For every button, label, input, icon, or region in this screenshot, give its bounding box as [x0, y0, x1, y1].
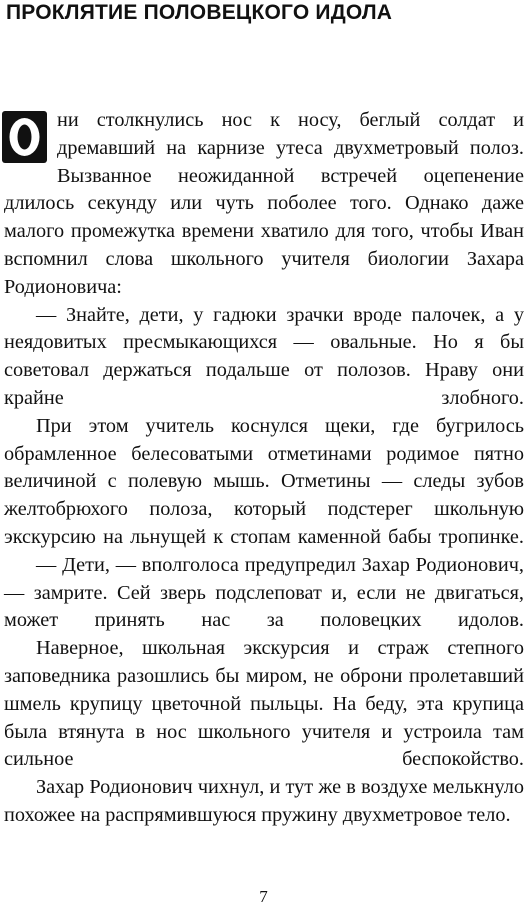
paragraph-text: ни столкнулись нос к носу, беглый солдат и дремавший на карнизе утеса двухметровый полоз. Вызванное неожиданной встречей оцепенение длилось секунду или чуть поболее того. Однако даже малого промежутка времени хватило для того, чтобы Иван вспомнил слова школьного учителя биологии Захара Родионовича:	[4, 109, 524, 298]
body-text	[4, 107, 524, 830]
paragraph-1	[4, 107, 524, 302]
paragraph-2: — Знайте, дети, у гадюки зрачки вроде палочек, а у неядовитых пресмыкающихся — овальные. Но я бы советовал держаться подальше от полозов. Нраву они крайне злобного.	[4, 303, 524, 409]
drop-cap	[2, 111, 47, 163]
paragraph-5: Наверное, школьная экскурсия и страж степного заповедника разошлись бы миром, не оброни пролетавший шмель крупицу цветочной пыльцы. На беду, эта крупица была втянута в нос школьного учителя и устроила там сильное беспокойство.	[4, 637, 524, 771]
chapter-title: ПРОКЛЯТИЕ ПОЛОВЕЦКОГО ИДОЛА	[6, 1, 393, 24]
drop-cap-letter-o-icon	[2, 111, 47, 163]
paragraph-6: Захар Родионович чихнул, и тут же в воздухе мелькнуло похожее на распрямившуюся пружину двухметровое тело.	[4, 776, 524, 826]
page-number: 7	[259, 887, 268, 906]
paragraph-4: — Дети, — вполголоса предупредил Захар Родионович, — замрите. Сей зверь подслеповат и, если не двигаться, может принять нас за половецких идолов.	[4, 553, 524, 632]
paragraph-3: При этом учитель коснулся щеки, где бугрилось обрамленное белесоватыми отметинами родимое пятно величиной с полевую мышь. Отметины — следы зубов желтобрюхого полоза, который подстерег школьную экскурсию на льнущей к стопам каменной бабы тропинке.	[4, 414, 524, 548]
